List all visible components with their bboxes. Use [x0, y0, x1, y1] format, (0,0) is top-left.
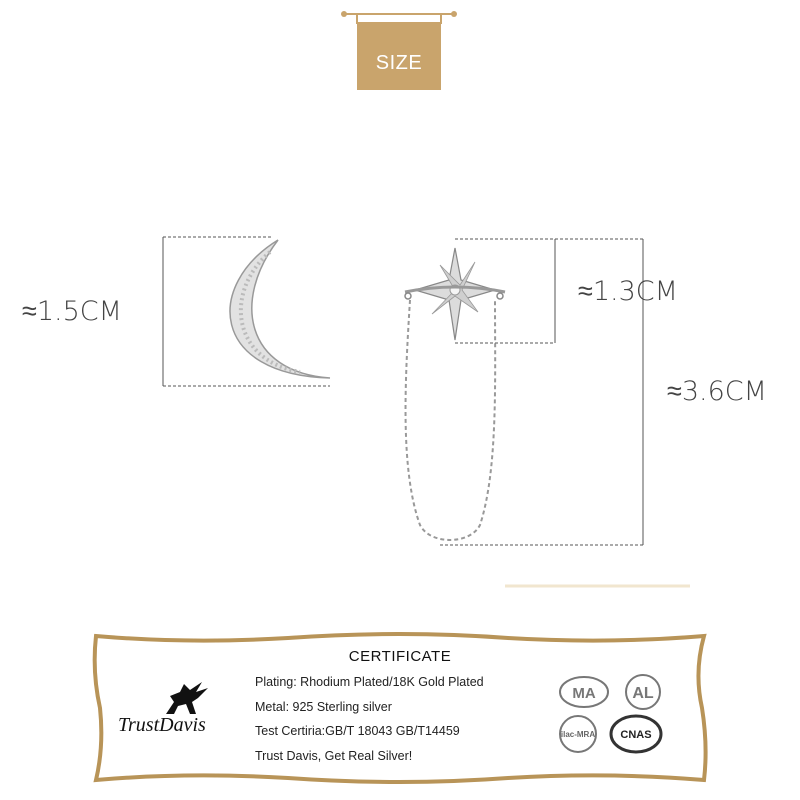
- metal-line: Metal: 925 Sterling silver: [255, 700, 392, 714]
- ma-logo-text: MA: [572, 685, 596, 702]
- certificate-title: CERTIFICATE: [348, 648, 452, 665]
- moon-earring: [230, 240, 330, 378]
- chain: [406, 300, 496, 540]
- ma-logo-icon: [558, 674, 610, 710]
- size-label: SIZE: [375, 52, 423, 74]
- plating-line: Plating: Rhodium Plated/18K Gold Plated: [255, 675, 484, 689]
- slogan-line: Trust Davis, Get Real Silver!: [255, 749, 413, 763]
- star-earring: [405, 248, 505, 340]
- brand-name: TrustDavis: [118, 714, 206, 736]
- chain-length-label: ≈3.6CM: [667, 376, 767, 407]
- ilac-mra-logo-icon: [554, 712, 602, 756]
- al-logo-icon: [618, 672, 668, 712]
- ilac-logo-text: ilac-MRA: [560, 730, 596, 739]
- al-logo-text: AL: [632, 685, 654, 702]
- cnas-logo-icon: [608, 712, 664, 756]
- cnas-logo-text: CNAS: [620, 729, 652, 741]
- moon-height-label: ≈1.5CM: [22, 296, 122, 327]
- star-height-label: ≈1.3CM: [578, 276, 678, 307]
- certificate-card: [88, 632, 712, 784]
- test-line: Test Certiria:GB/T 18043 GB/T14459: [255, 724, 460, 738]
